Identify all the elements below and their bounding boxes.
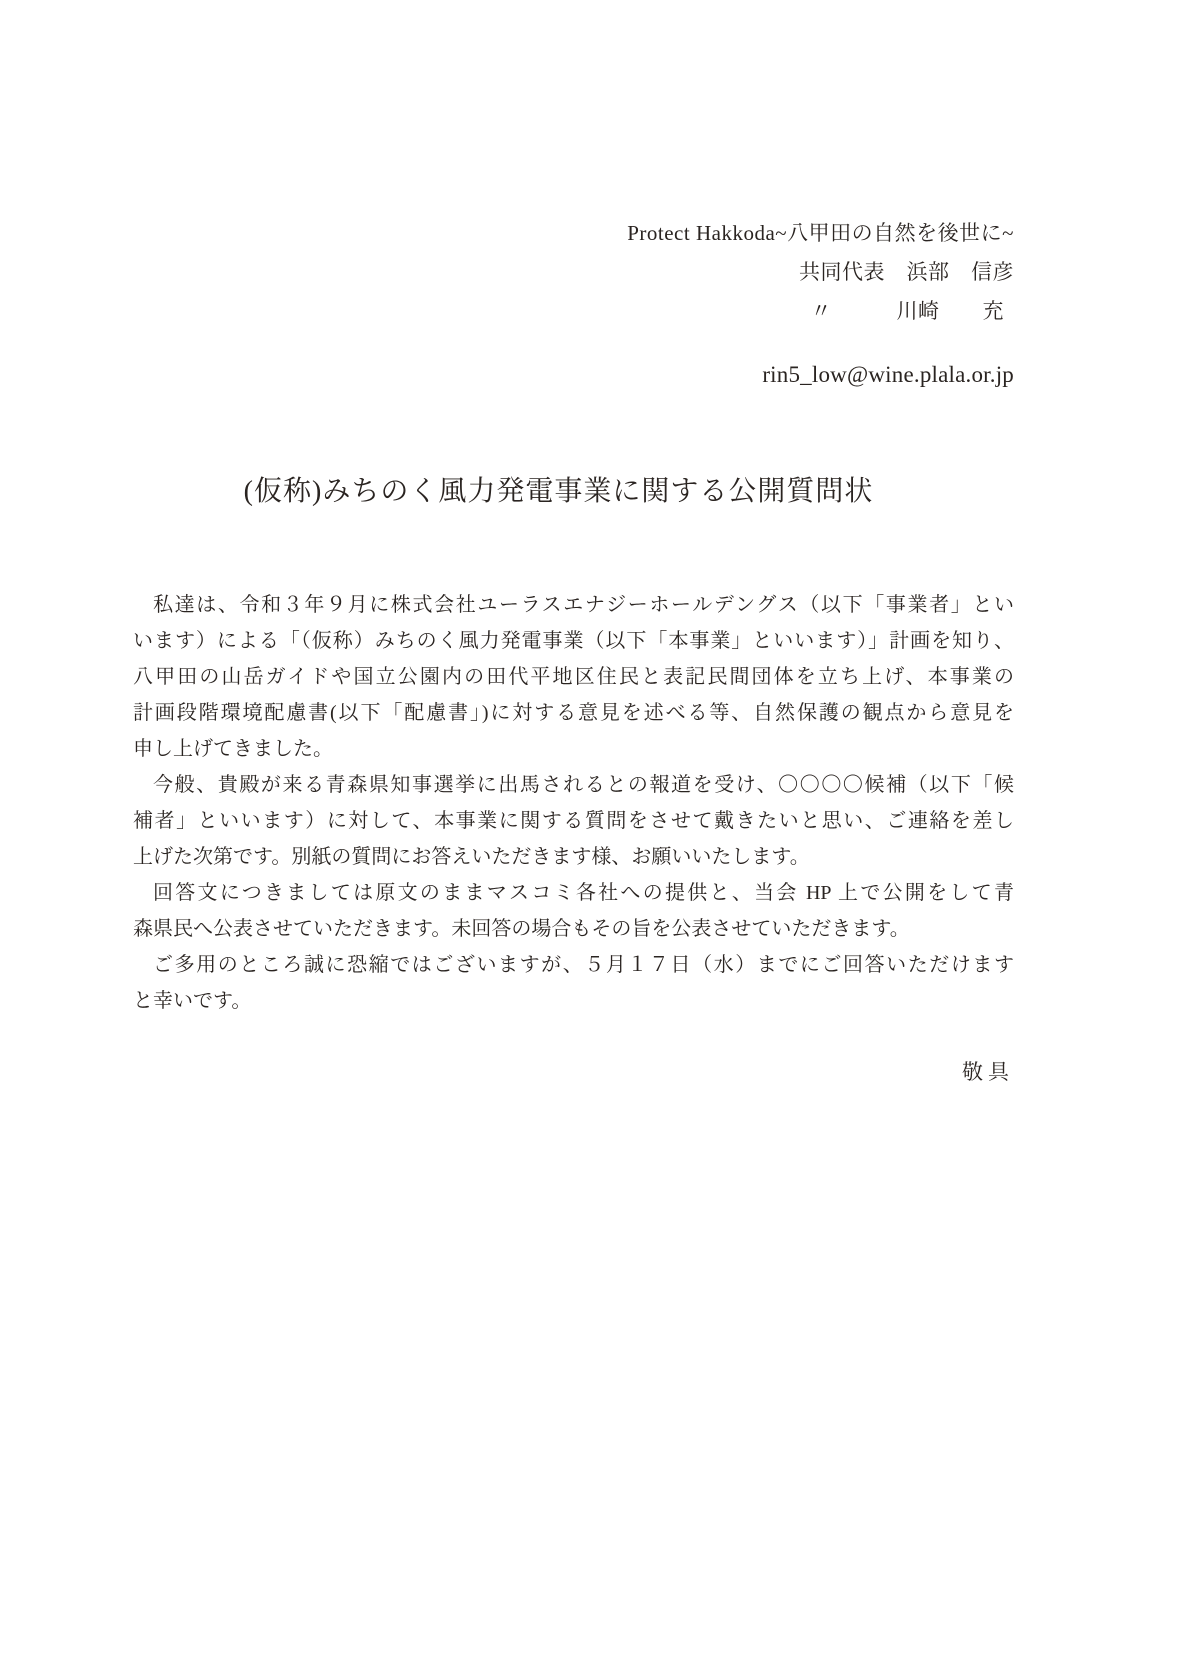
sender-co-representative-1: 共同代表 浜部 信彦: [799, 260, 1014, 284]
body-line: 計画段階環境配慮書(以下「配慮書」)に対する意見を述べる等、自然保護の観点から意見を: [133, 702, 1014, 724]
body-line: 申し上げてきました。: [133, 738, 333, 760]
body-line: 八甲田の山岳ガイドや国立公園内の田代平地区住民と表記民間団体を立ち上げ、本事業の: [133, 666, 1014, 688]
sender-block: [133, 0, 1014, 394]
body-line: ご多用のところ誠に恐縮ではございますが、５月１７日（水）までにご回答いただけます: [153, 954, 1014, 976]
letter-title: (仮称)みちのく風力発電事業に関する公開質問状: [243, 476, 874, 507]
body-line: 補者」といいます）に対して、本事業に関する質問をさせて戴きたいと思い、ご連絡を差し: [133, 810, 1014, 832]
letter-body: [133, 587, 1014, 1019]
body-line: 私達は、令和３年９月に株式会社ユーラスエナジーホールデングス（以下「事業者」とい: [153, 594, 1014, 616]
body-line: と幸いです。: [133, 990, 252, 1012]
sender-co-representative-2: 〃 川崎 充: [810, 299, 1004, 323]
body-line: 今般、貴殿が来る青森県知事選挙に出馬されるとの報道を受け、〇〇〇〇候補（以下「候: [153, 774, 1014, 796]
body-line: 回答文につきましては原文のままマスコミ各社への提供と、当会 HP 上で公開をして青: [153, 882, 1014, 904]
body-line: 森県民へ公表させていただきます。未回答の場合もその旨を公表させていただきます。: [133, 918, 910, 940]
body-line: います）による「（仮称）みちのく風力発電事業（以下「本事業」といいます）」計画を知り、: [133, 630, 1014, 652]
sender-organization: Protect Hakkoda~八甲田の自然を後世に~: [627, 221, 1014, 245]
letter-content: [133, 0, 1014, 1090]
body-line: 上げた次第です。別紙の質問にお答えいただきます様、お願いいたします。: [133, 846, 810, 868]
closing-keigu: 敬具: [962, 1060, 1014, 1084]
sender-email: rin5_low@wine.plala.or.jp: [762, 362, 1014, 387]
